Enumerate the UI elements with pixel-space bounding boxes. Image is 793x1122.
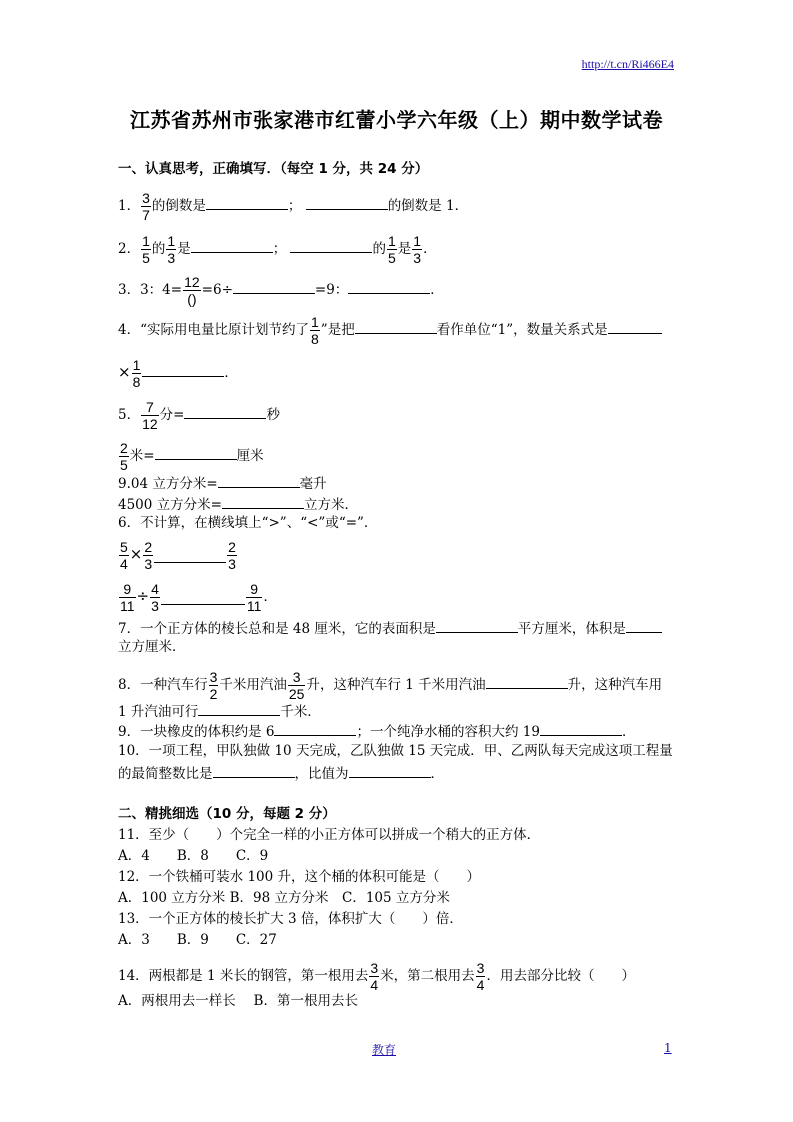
question-4-cont: × $\frac{1}{8}$ ． — [118, 357, 238, 390]
question-7-cont: 立方厘米． — [118, 639, 186, 655]
question-4: 4．“实际用电量比原计划节约了 $\frac{1}{8}$ ”是把 看作单位“1”，数量关系式是 — [118, 314, 662, 347]
answer-blank[interactable] — [213, 763, 295, 778]
answer-blank[interactable] — [306, 195, 388, 210]
answer-blank[interactable] — [191, 238, 273, 253]
question-3: 3．3：4= $\frac{12}{()}$ =6÷ =9： ． — [118, 274, 444, 307]
question-11-options: A．4 B．8 C．9 — [118, 848, 269, 864]
question-10: 10．一项工程，甲队独做 10 天完成，乙队独做 15 天完成．甲、乙两队每天完成这项工程量 — [118, 743, 673, 759]
compare-blank[interactable] — [161, 590, 245, 605]
question-5b: $\frac{2}{5}$ 米= 厘米 — [120, 440, 264, 473]
compare-blank[interactable] — [154, 548, 226, 563]
question-12-options: A．100 立方分米 B．98 立方分米 C．105 立方分米 — [118, 890, 450, 906]
question-10-cont: 的最简整数比是 ，比值为 ． — [118, 763, 444, 783]
answer-blank[interactable] — [142, 362, 224, 377]
question-8-cont: 1 升汽油可行 千米． — [118, 701, 321, 721]
question-5c: 9.04 立方分米= 毫升 — [118, 473, 327, 493]
question-9: 9．一块橡皮的体积约是 6 ；一个纯净水桶的容积大约 19 ． — [118, 721, 635, 741]
question-13: 13．一个正方体的棱长扩大 3 倍，体积扩大（ ）倍． — [118, 911, 463, 927]
question-8: 8．一种汽车行 $\frac{3}{2}$ 千米用汽油 $\frac{3}{25}$ 升，这种汽车行 1 千米用汽油 升，这种汽车用 — [118, 669, 663, 702]
answer-blank[interactable] — [233, 279, 315, 294]
answer-blank[interactable] — [626, 618, 662, 633]
section2-heading: 二、精挑细选（10 分，每题 2 分） — [118, 806, 336, 822]
question-6a: $\frac{5}{4}$ × $\frac{2}{3}$ $\frac{2}{3}$ — [120, 539, 236, 572]
question-2: 2． $\frac{1}{5}$ 的 $\frac{1}{3}$ 是 ； 的 $\frac{1}{5}$ 是 $\frac{1}{3}$ ． — [118, 233, 437, 266]
answer-blank[interactable] — [206, 195, 288, 210]
question-12: 12．一个铁桶可装水 100 升，这个桶的体积可能是（ ） — [118, 869, 481, 885]
answer-blank[interactable] — [155, 445, 237, 460]
answer-blank[interactable] — [184, 404, 266, 419]
question-5: 5． $\frac{7}{12}$ 分= 秒 — [118, 399, 280, 432]
answer-blank[interactable] — [218, 473, 300, 488]
question-13-options: A．3 B．9 C．27 — [118, 932, 277, 948]
answer-blank[interactable] — [486, 674, 568, 689]
footer-link[interactable]: 教育 — [372, 1043, 397, 1057]
answer-blank[interactable] — [198, 701, 280, 716]
answer-blank[interactable] — [290, 238, 372, 253]
question-6: 6．不计算，在横线填上“>”、“<”或“=”． — [118, 515, 378, 531]
question-11: 11．至少（ ）个完全一样的小正方体可以拼成一个稍大的正方体． — [118, 827, 541, 843]
header-url-link[interactable]: http://t.cn/Ri466E4 — [581, 57, 674, 71]
answer-blank[interactable] — [222, 494, 304, 509]
answer-blank[interactable] — [274, 721, 356, 736]
question-14: 14．两根都是 1 米长的钢管，第一根用去 $\frac{3}{4}$ 米，第二根用去 $\frac{3}{4}$ ．用去部分比较（ ） — [118, 960, 635, 993]
answer-blank[interactable] — [349, 763, 431, 778]
question-14-options: A．两根用去一样长 B．第一根用去长 — [118, 993, 358, 1009]
answer-blank[interactable] — [436, 618, 518, 633]
fraction: $\frac{3}{7}$ — [142, 190, 150, 223]
question-7: 7．一个正方体的棱长总和是 48 厘米，它的表面积是 平方厘米，体积是 — [118, 618, 662, 638]
section1-heading: 一、认真思考，正确填写．（每空 1 分，共 24 分） — [118, 161, 429, 177]
page-title: 江苏省苏州市张家港市红蕾小学六年级（上）期中数学试卷 — [130, 108, 663, 132]
answer-blank[interactable] — [355, 319, 437, 334]
answer-blank[interactable] — [540, 721, 622, 736]
answer-blank[interactable] — [608, 319, 662, 334]
page-number: 1 — [664, 1041, 672, 1055]
question-5d: 4500 立方分米= 立方米． — [118, 494, 358, 514]
answer-blank[interactable] — [348, 279, 430, 294]
question-6b: $\frac{9}{11}$ ÷ $\frac{4}{3}$ $\frac{9}{11}$ ． — [120, 581, 277, 614]
question-1: 1． $\frac{3}{7}$ 的倒数是 ； 的倒数是 1． — [118, 190, 469, 223]
